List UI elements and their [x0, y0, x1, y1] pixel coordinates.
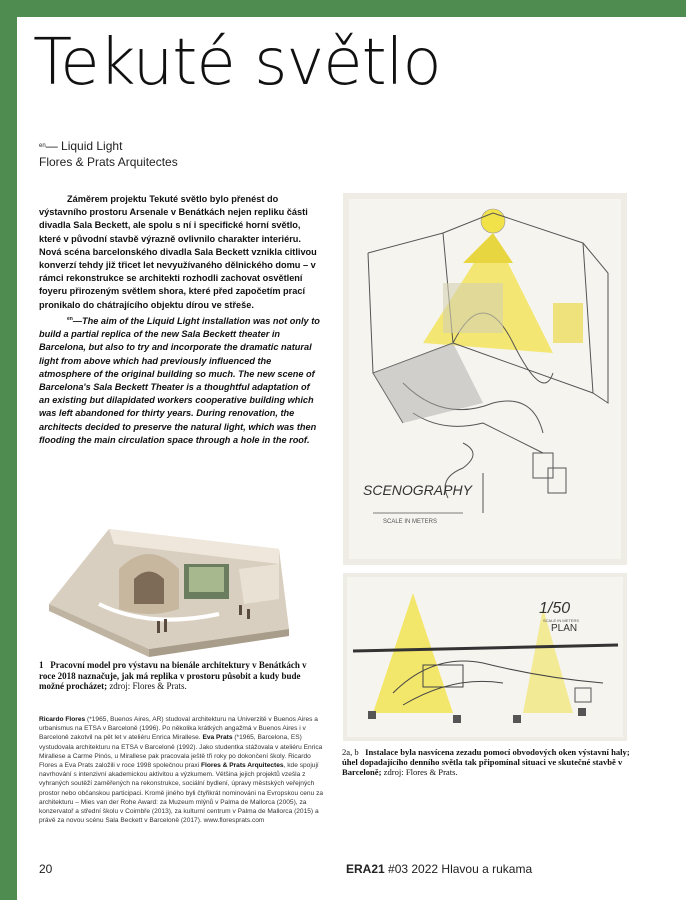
- issue-label: #03 2022 Hlavou a rukama: [388, 862, 533, 876]
- plan-scale: 1/50: [539, 600, 571, 617]
- caption-1: [39, 660, 315, 692]
- magazine-footer: [346, 862, 532, 876]
- page-number: 20: [39, 862, 53, 876]
- caption-2-text: Instalace byla nasvícena zezadu pomocí obvodových oken výstavní haly; úhel dopadajícího denního světla tak připomínal situaci ve skutečné stavbě v Barceloně;: [342, 747, 630, 778]
- caption-2-number: 2a, b: [342, 747, 359, 757]
- english-title: — Liquid Light: [45, 139, 123, 153]
- magazine-brand: ERA21: [346, 862, 385, 876]
- website-link[interactable]: www.floresprats.com: [203, 817, 265, 825]
- architects-bio: Ricardo Flores (*1965, Buenos Aires, AR) studoval architekturu na Univerzitě v Buenos Aires a urbanismus na ETSA v Barceloně (1996). Po několika krátkých angažmá v Buenos Aires i v Barceloně zakotvil na pět let v ateliéru Enrica Mirallese. Eva Prats (*1965, Barcelona, ES) vystudovala architekturu na ETSA v Barceloně (1992). Jako studentka stážovala v ateliéru Enrica Mirallese a Carme Pinós, u Mirallese pak pracovala ještě tři roky po dokončení školy. Ricardo Flores a Eva Prats založili v roce 1998 společnou praxi Flores & Prats Arquitectes, kde spojují navrhování s intenzivní akademickou aktivitou a výzkumem. Většina jejich projektů vzešla z vyhraných soutěží zaměřených na rekonstrukce, sociální bydlení, úpravy městských veřejných prostor nebo občanskou participaci. Kromě jiného byli čtyřikrát nominováni na Evropskou cenu za architekturu – Mies van der Rohe Award: za Muzeum mlýnů v Palma de Mallorca (2005), za konzervatoř a střední školu v Coimbře (2013), za kulturní centrum v Palma de Mallorca (2015) a právě za novou scénu Sala Beckett v Barceloně (2017). www.floresprats.com: [39, 716, 324, 825]
- intro-czech: Záměrem projektu Tekuté světlo bylo přenést do výstavního prostoru Arsenale v Benátkách nejen repliku části divadla Sala Beckett, ale spolu s ní i specifické horní světlo, které v původní stavbě výrazně ovlivnilo charakter interiéru. Nová scéna barcelonského divadla Sala Beckett vznikla citlivou konverzí tehdy již třicet let nevyužívaného dělnického domu – v rámci rekonstrukce se architekti rozhodli zachovat osvětlení foyeru přirozeným světlem shora, které před započetím prací pronikalo do chátrajícího objektu dírou ve střeše.: [39, 194, 317, 310]
- caption-1-text: Pracovní model pro výstavu na bienále architektury v Benátkách v roce 2018 naznačuje, jak má replika v prostoru působit a kudy bude možné procházet;: [39, 660, 307, 692]
- caption-2: [342, 747, 632, 778]
- scenography-drawing: [343, 193, 627, 565]
- intro-english: $^{en}$—The aim of the Liquid Light installation was not only to build a partial replica of the new Sala Beckett theater in Barcelona, but also to try and incorporate the dramatic natural light from above which had previously influenced the atmosphere of the original building so much. The new scene of Barcelona's Sala Beckett Theater is a thoughtful adaptation of an existing but dilapidated workers cooperative building which was left abandoned for thirty years. During renovation, the architects decided to preserve the natural light, which was then flooding the main circulation space through a hole in the roof.: [39, 316, 320, 445]
- caption-2-source: zdroj: Flores & Prats.: [383, 767, 458, 778]
- scale-label: SCALE IN METERS: [383, 519, 438, 525]
- working-model-photo: [39, 509, 319, 657]
- article-title: Tekuté světlo: [33, 26, 441, 100]
- lang-mark: en: [39, 143, 46, 149]
- scenography-label: SCENOGRAPHY: [363, 482, 472, 498]
- subtitle: [39, 138, 178, 170]
- plan-scale-note: SCALE IN METERS: [543, 618, 580, 623]
- lang-mark: en: [67, 316, 73, 322]
- plan-drawing: [343, 573, 627, 741]
- plan-label: PLAN: [551, 623, 578, 634]
- caption-1-source: zdroj: Flores & Prats.: [109, 681, 187, 692]
- caption-1-number: 1: [39, 660, 44, 670]
- architects-name: Flores & Prats Arquitectes: [39, 155, 178, 169]
- magazine-page: [17, 17, 686, 900]
